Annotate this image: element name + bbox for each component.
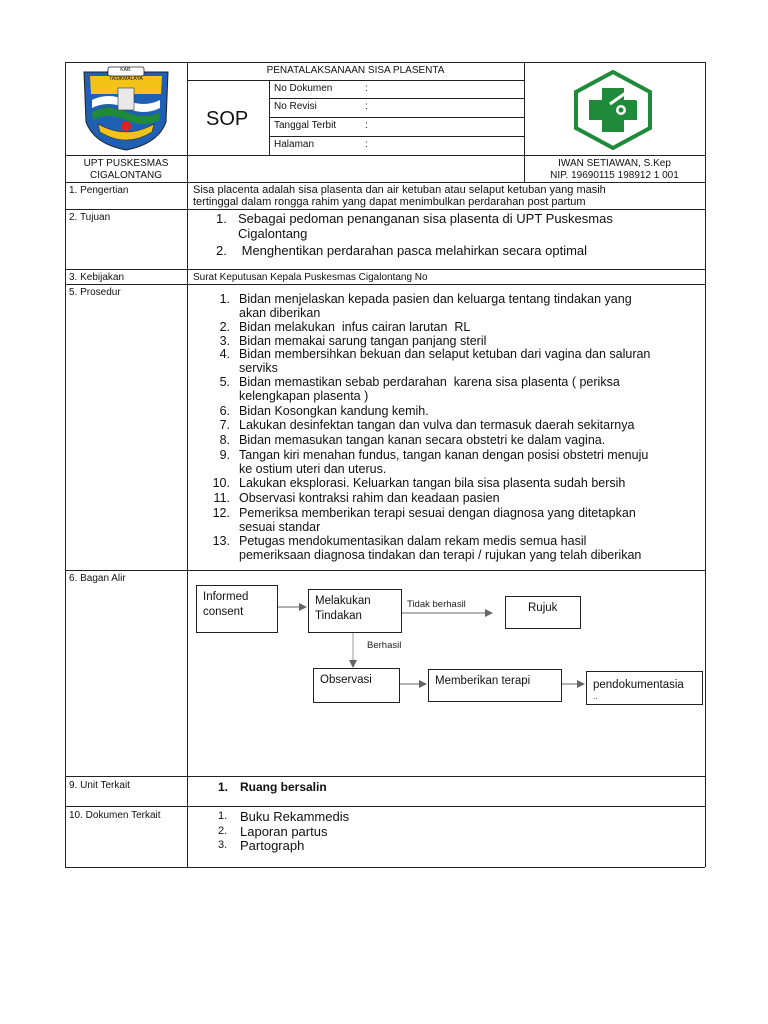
step-text: Lakukan desinfektan tangan dan vulva dan termasuk daerah sekitarnya bbox=[239, 418, 635, 432]
health-cross-logo bbox=[572, 70, 654, 150]
dokumen-num: 1. bbox=[218, 810, 228, 822]
label-prosedur: 5. Prosedur bbox=[69, 287, 121, 298]
pengertian-line-1: Sisa placenta adalah sisa plasenta dan air ketuban atau selaput ketuban yang masih bbox=[193, 184, 606, 196]
meta-sep: : bbox=[365, 120, 368, 131]
box-line: consent bbox=[203, 606, 244, 618]
dokumen-text: Laporan partus bbox=[240, 824, 328, 839]
step-number: 1. bbox=[219, 292, 230, 306]
box-line: Observasi bbox=[320, 674, 372, 686]
pengertian-line-2: tertinggal dalam rongga rahim yang dapat menimbulkan perdarahan post partum bbox=[193, 196, 586, 208]
label-tujuan: 2. Tujuan bbox=[69, 212, 111, 223]
step-number: 3. bbox=[219, 334, 230, 348]
meta-sep: : bbox=[365, 101, 368, 112]
meta-label: No Dokumen bbox=[274, 83, 333, 94]
step-number: 5. bbox=[219, 375, 230, 389]
document-title: PENATALAKSANAAN SISA PLASENTA bbox=[266, 65, 445, 76]
dokumen-text: Buku Rekammedis bbox=[240, 809, 350, 824]
box-line: Tindakan bbox=[315, 610, 362, 622]
signer-name: IWAN SETIAWAN, S.Kep bbox=[558, 158, 671, 169]
dokumen-text: Partograph bbox=[240, 838, 305, 853]
edge-label-berhasil: Berhasil bbox=[367, 640, 402, 651]
box-observasi bbox=[313, 668, 400, 703]
step-number: 13. bbox=[212, 534, 230, 548]
step-text-cont: sesuai standar bbox=[239, 519, 321, 534]
step-number: 4. bbox=[219, 347, 230, 361]
box-line: Memberikan terapi bbox=[435, 675, 531, 687]
step-text: Bidan membersihkan bekuan dan selaput ketuban dari vagina dan saluran bbox=[239, 347, 651, 361]
dokumen-num: 2. bbox=[218, 825, 228, 837]
step-text: Bidan melakukan infus cairan larutan RL bbox=[239, 320, 471, 334]
meta-label: Halaman bbox=[274, 139, 315, 150]
step-text: Bidan memasukan tangan kanan secara obstetri ke dalam vagina. bbox=[239, 433, 606, 447]
label-bagan-alir: 6. Bagan Alir bbox=[69, 573, 126, 584]
kebijakan-text: Surat Keputusan Kepala Puskesmas Cigalontang No bbox=[193, 272, 428, 283]
box-line: .. bbox=[593, 692, 598, 701]
step-text: Pemeriksa memberikan terapi sesuai dengan diagnosa yang ditetapkan bbox=[239, 506, 636, 520]
step-number: 8. bbox=[219, 433, 230, 447]
step-number: 6. bbox=[219, 404, 230, 418]
box-pendokumentasian bbox=[586, 671, 703, 705]
tujuan-text-cont: Cigalontang bbox=[238, 226, 308, 241]
dokumen-num: 3. bbox=[218, 839, 228, 851]
step-text: Lakukan eksplorasi. Keluarkan tangan bila sisa plasenta sudah bersih bbox=[239, 476, 626, 490]
tujuan-num: 2. bbox=[216, 243, 227, 258]
label-kebijakan: 3. Kebijakan bbox=[69, 272, 125, 283]
tujuan-text: Menghentikan perdarahan pasca melahirkan secara optimal bbox=[238, 243, 588, 258]
box-rujuk bbox=[505, 596, 581, 629]
step-text: Petugas mendokumentasikan dalam rekam medis semua hasil bbox=[239, 534, 587, 548]
box-line: Melakukan bbox=[315, 595, 371, 607]
regency-logo bbox=[78, 64, 174, 152]
step-number: 2. bbox=[219, 320, 230, 334]
step-text: Bidan memastikan sebab perdarahan karena sisa plasenta ( periksa bbox=[239, 375, 620, 389]
sop-label: SOP bbox=[206, 108, 249, 130]
box-melakukan-tindakan bbox=[308, 589, 402, 633]
step-text-cont: kelengkapan plasenta ) bbox=[239, 388, 369, 403]
box-memberikan-terapi bbox=[428, 669, 562, 702]
step-text-cont: serviks bbox=[239, 360, 278, 375]
box-line: Rujuk bbox=[528, 602, 558, 614]
step-number: 11. bbox=[213, 491, 230, 505]
step-number: 7. bbox=[219, 418, 230, 432]
step-text: Bidan menjelaskan kepada pasien dan keluarga tentang tindakan yang bbox=[239, 292, 632, 306]
label-pengertian: 1. Pengertian bbox=[69, 185, 129, 196]
step-text: Tangan kiri menahan fundus, tangan kanan dengan posisi obstetri menuju bbox=[239, 448, 649, 462]
signer-nip: NIP. 19690115 198912 1 001 bbox=[550, 170, 679, 181]
step-number: 10. bbox=[212, 476, 230, 490]
box-line: pendokumentasia bbox=[593, 679, 684, 691]
step-text: Observasi kontraksi rahim dan keadaan pasien bbox=[239, 491, 500, 505]
step-number: 9. bbox=[219, 448, 230, 462]
tujuan-text: Sebagai pedoman penanganan sisa plasenta di UPT Puskesmas bbox=[238, 211, 613, 226]
meta-label: Tanggal Terbit bbox=[274, 120, 337, 131]
step-number: 12. bbox=[212, 506, 230, 520]
meta-label: No Revisi bbox=[274, 101, 317, 112]
signer-block bbox=[524, 158, 705, 182]
box-informed-consent bbox=[196, 585, 278, 633]
org-name bbox=[65, 158, 187, 182]
org-line-1: UPT PUSKESMAS bbox=[83, 158, 169, 169]
logo-caption: KAB. TASIKMALAYA bbox=[109, 67, 143, 82]
step-text: Bidan Kosongkan kandung kemih. bbox=[239, 404, 429, 418]
label-dokumen-terkait: 10. Dokumen Terkait bbox=[69, 810, 161, 821]
unit-num: 1. bbox=[218, 780, 229, 794]
step-text-cont: akan diberikan bbox=[239, 305, 321, 320]
pengertian-text bbox=[193, 184, 701, 208]
label-unit-terkait: 9. Unit Terkait bbox=[69, 780, 130, 791]
unit-text: Ruang bersalin bbox=[240, 780, 327, 794]
meta-sep: : bbox=[365, 83, 368, 94]
box-line: Informed bbox=[203, 591, 249, 603]
org-line-2: CIGALONTANG bbox=[89, 170, 163, 181]
edge-label-tidak-berhasil: Tidak berhasil bbox=[407, 599, 466, 610]
meta-sep: : bbox=[365, 139, 368, 150]
step-text: Bidan memakai sarung tangan panjang steril bbox=[239, 334, 487, 348]
step-text-cont: ke ostium uteri dan uterus. bbox=[239, 461, 387, 476]
flowchart bbox=[187, 571, 705, 776]
tujuan-num: 1. bbox=[216, 211, 227, 226]
step-text-cont: pemeriksaan diagnosa tindakan dan terapi / rujukan yang telah diberikan bbox=[239, 547, 642, 562]
